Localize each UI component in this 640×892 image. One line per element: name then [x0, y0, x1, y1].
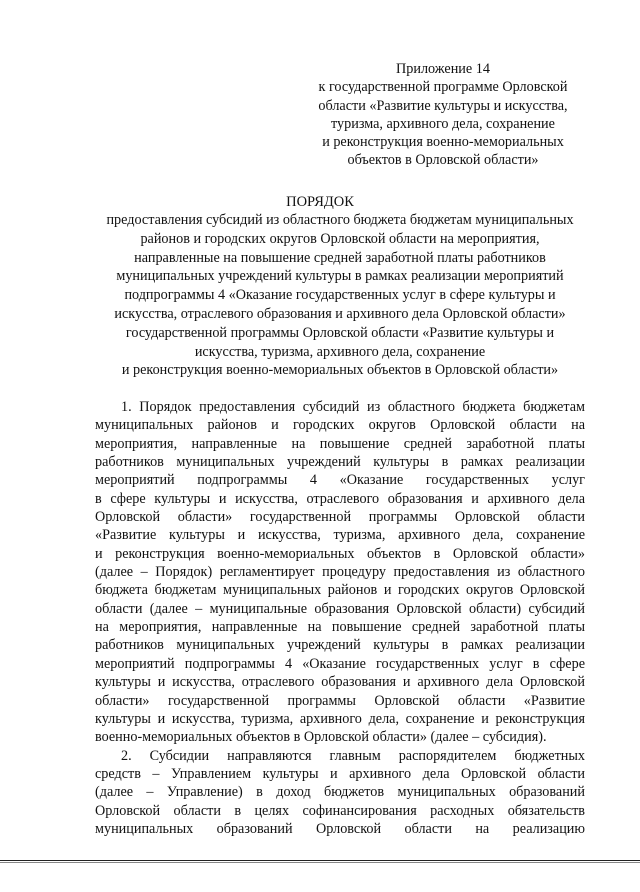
paragraph-1-line: работников муниципальных учреждений культуры в рамках реализации [95, 637, 585, 654]
paragraph-1-line: (далее – Порядок) регламентирует процедуру предоставления из областного [95, 564, 585, 581]
page-bottom-rule-shadow [0, 862, 640, 863]
paragraph-1-line: мероприятий подпрограммы 4 «Оказание государственных услуг в сфере [95, 655, 585, 672]
paragraph-2-line: муниципальных образований Орловской области на реализацию [95, 820, 585, 837]
paragraph-1-line: на мероприятия, направленные на повышение средней заработной платы [95, 619, 585, 636]
subtitle-line: направленные на повышение средней заработной платы работников [134, 249, 546, 266]
paragraph-1-line: культуры и искусства, туризма, архивного дела, сохранение и реконструкция [95, 710, 585, 727]
appendix-line: Приложение 14 [396, 61, 490, 77]
paragraph-1-line: в сфере культуры и искусства, отраслевого образования и архивного дела [95, 490, 585, 507]
appendix-header [300, 60, 586, 170]
subtitle-line: искусства, отраслевого образования и архивного дела Орловской области» [114, 305, 566, 322]
paragraph-1-line: муниципальных районов и городских округов Орловской области на [95, 417, 585, 434]
page-bottom-rule [0, 860, 640, 861]
appendix-line: туризма, архивного дела, сохранение [331, 115, 555, 132]
paragraph-2-line: Орловской области в целях софинансирования расходных обязательств [95, 802, 585, 819]
paragraph-2-line: средств – Управлением культуры и архивного дела Орловской области [95, 765, 585, 782]
paragraph-2-line: 2. Субсидии направляются главным распорядителем бюджетных [121, 747, 585, 764]
document-title: ПОРЯДОК [286, 194, 354, 210]
subtitle-line: искусства, туризма, архивного дела, сохранение [194, 343, 486, 360]
paragraph-1-line: бюджета бюджетам муниципальных районов и городских округов Орловской [95, 582, 585, 599]
paragraph-1-line: 1. Порядок предоставления субсидий из областного бюджета бюджетам [121, 399, 585, 415]
subtitle-line: подпрограммы 4 «Оказание государственных услуг в сфере культуры и [124, 287, 556, 304]
document-subtitle [60, 211, 620, 380]
paragraph-1-line: области (далее – муниципальные образования Орловской области) субсидий [95, 600, 585, 617]
paragraph-1-line: мероприятия, направленные на повышение средней заработной платы [95, 435, 585, 452]
paragraph-2-line: (далее – Управление) в доход бюджетов муниципальных образований [95, 784, 585, 801]
paragraph-1-line: «Развитие культуры и искусства, туризма, архивного дела, сохранение [95, 527, 585, 544]
subtitle-line: и реконструкция военно-мемориальных объектов в Орловской области» [121, 362, 559, 379]
appendix-line: области «Развитие культуры и искусства, [318, 97, 568, 114]
paragraph-1-line: культуры и искусства, отраслевого образования и архивного дела Орловской [95, 674, 585, 691]
appendix-line: объектов в Орловской области» [347, 152, 539, 169]
paragraph-1-line: области» государственной программы Орловской области «Развитие [95, 692, 585, 709]
paragraph-1-line: Орловской области» государственной программы Орловской области [95, 509, 585, 526]
document-body [95, 398, 585, 838]
paragraph-1-line: работников муниципальных учреждений культуры в рамках реализации [95, 454, 585, 471]
subtitle-line: государственной программы Орловской области «Развитие культуры и [125, 324, 555, 341]
appendix-line: к государственной программе Орловской [318, 79, 568, 96]
subtitle-line: муниципальных учреждений культуры в рамках реализации мероприятий [116, 268, 564, 285]
subtitle-line: районов и городских округов Орловской области на мероприятия, [140, 230, 540, 247]
appendix-line: и реконструкция военно-мемориальных [322, 134, 564, 151]
paragraph-1-line: военно-мемориальных объектов в Орловской области» (далее – субсидия). [95, 729, 547, 746]
subtitle-line: предоставления субсидий из областного бюджета бюджетам муниципальных [106, 212, 574, 228]
paragraph-1-line: и реконструкция военно-мемориальных объектов в Орловской области» [95, 545, 585, 562]
paragraph-1-line: мероприятий подпрограммы 4 «Оказание государственных услуг [95, 472, 585, 489]
